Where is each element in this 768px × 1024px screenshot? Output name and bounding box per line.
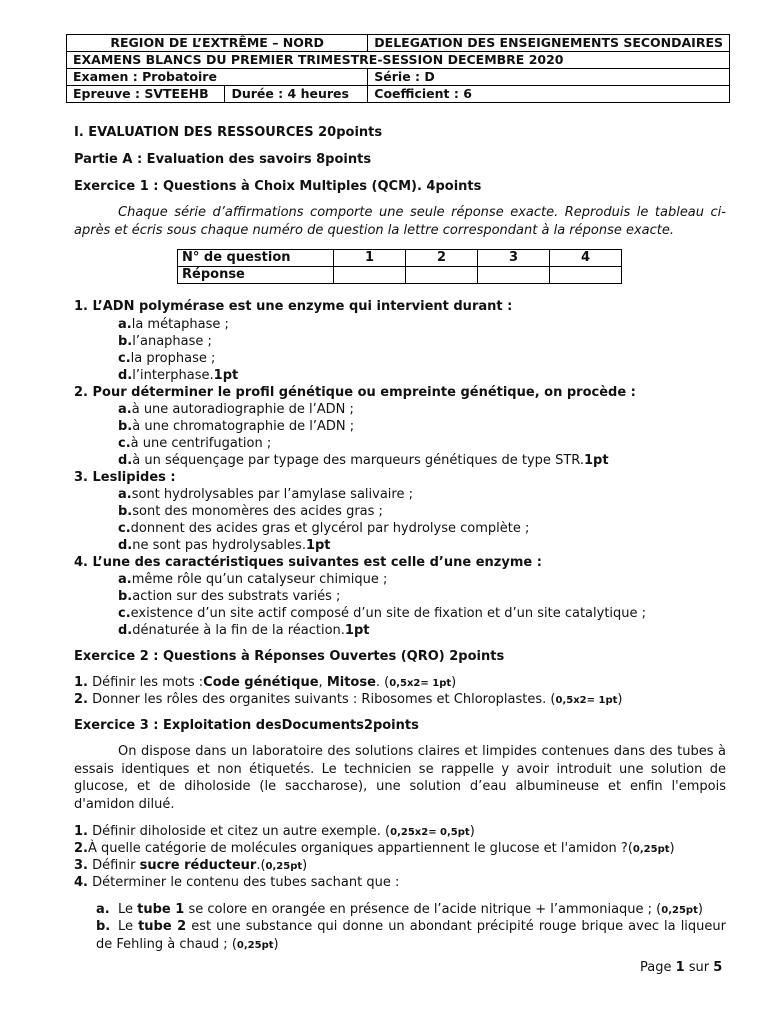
- section-title: I. EVALUATION DES RESSOURCES 20points: [74, 125, 383, 140]
- points-label: 1pt: [213, 368, 239, 383]
- option-1b: b.l’anaphase ;: [118, 334, 212, 349]
- option-1d: d.l’interphase.1pt: [118, 368, 239, 383]
- option-2d: d.à un séquençage par typage des marqueurs génétiques de type STR.1pt: [118, 453, 609, 468]
- option-4b: b.action sur des substrats variés ;: [118, 589, 341, 604]
- question-3: 3. Leslipides :: [74, 470, 176, 485]
- page-total: 5: [713, 960, 723, 975]
- page-footer: Page 1 sur 5: [640, 960, 723, 975]
- points-label: 1pt: [583, 453, 609, 468]
- exercise1-title: Exercice 1 : Questions à Choix Multiples (QCM). 4points: [74, 179, 482, 194]
- option-2b: b.à une chromatographie de l’ADN ;: [118, 419, 355, 434]
- delegation-cell: DELEGATION DES ENSEIGNEMENTS SECONDAIRES: [368, 35, 730, 52]
- exercise3-question-3: 3. Définir sucre réducteur.(0,25pt): [74, 858, 308, 873]
- exams-title-cell: EXAMENS BLANCS DU PREMIER TRIMESTRE-SESSION DECEMBRE 2020: [67, 52, 730, 69]
- option-1a: a.la métaphase ;: [118, 317, 229, 332]
- region-cell: REGION DE L’EXTRÊME – NORD: [67, 35, 368, 52]
- question-number: 4: [550, 250, 622, 267]
- answer-cell: [478, 267, 550, 284]
- option-1c: c.la prophase ;: [118, 351, 216, 366]
- duree-cell: Durée : 4 heures: [225, 86, 368, 103]
- question-number: 1: [334, 250, 406, 267]
- option-4a: a.même rôle qu’un catalyseur chimique ;: [118, 572, 388, 587]
- question-number: 3: [478, 250, 550, 267]
- option-2c: c.à une centrifugation ;: [118, 436, 272, 451]
- exercise3-intro: On dispose dans un laboratoire des solutions claires et limpides contenues dans des tubes à essais identiques et non étiquetés. Le technicien se rappelle y avoir introduit une solution de glucose, et de diholoside (le saccharose), une solution d’eau albumineuse et enfin l'empois d'amidon dilué.: [74, 744, 726, 812]
- points-label: 1pt: [344, 623, 370, 638]
- partie-a-title: Partie A : Evaluation des savoirs 8points: [74, 152, 372, 167]
- option-3c: c.donnent des acides gras et glycérol par hydrolyse complète ;: [118, 521, 530, 536]
- exercise3-question-4: 4. Déterminer le contenu des tubes sachant que :: [74, 875, 400, 890]
- question-number-header: N° de question: [178, 250, 334, 267]
- exercise2-question-1: 1. Définir les mots :Code génétique, Mitose. (0,5x2= 1pt): [74, 675, 457, 690]
- option-4d: d.dénaturée à la fin de la réaction.1pt: [118, 623, 370, 638]
- exam-header-table: [66, 34, 730, 103]
- exercise3-question-2: 2.À quelle catégorie de molécules organiques appartiennent le glucose et l'amidon ?(0,25pt): [74, 841, 675, 856]
- exercise2-title: Exercice 2 : Questions à Réponses Ouvertes (QRO) 2points: [74, 649, 505, 664]
- option-3a: a.sont hydrolysables par l’amylase salivaire ;: [118, 487, 413, 502]
- option-3d: d.ne sont pas hydrolysables.1pt: [118, 538, 331, 553]
- exercise3-question-1: 1. Définir diholoside et citez un autre exemple. (0,25x2= 0,5pt): [74, 824, 475, 839]
- question-1: 1. L’ADN polymérase est une enzyme qui intervient durant :: [74, 299, 513, 314]
- answer-cell: [406, 267, 478, 284]
- answer-row-header: Réponse: [178, 267, 334, 284]
- question-2: 2. Pour déterminer le profil génétique ou empreinte génétique, on procède :: [74, 385, 636, 400]
- exercise3-title: Exercice 3 : Exploitation desDocuments2points: [74, 718, 419, 733]
- exercise2-question-2: 2. Donner les rôles des organites suivants : Ribosomes et Chloroplastes. (0,5x2= 1pt): [74, 692, 623, 707]
- coefficient-cell: Coefficient : 6: [368, 86, 730, 103]
- points-label: 1pt: [305, 538, 331, 553]
- exercise3-sub-a: a. Le tube 1 se colore en orangée en présence de l’acide nitrique + l’ammoniaque ; (0,25pt): [96, 902, 703, 917]
- page-number: 1: [675, 960, 685, 975]
- examen-cell: Examen : Probatoire: [67, 69, 368, 86]
- answer-cell: [334, 267, 406, 284]
- question-4: 4. L’une des caractéristiques suivantes est celle d’une enzyme :: [74, 555, 542, 570]
- option-2a: a.à une autoradiographie de l’ADN ;: [118, 402, 354, 417]
- option-3b: b.sont des monomères des acides gras ;: [118, 504, 383, 519]
- epreuve-cell: Epreuve : SVTEEHB: [67, 86, 225, 103]
- answer-grid-table: [177, 249, 622, 284]
- exercise1-instruction: Chaque série d’affirmations comporte une seule réponse exacte. Reproduis le tableau ci-après et écris sous chaque numéro de question la lettre correspondant à la réponse exacte.: [74, 205, 726, 238]
- answer-cell: [550, 267, 622, 284]
- serie-cell: Série : D: [368, 69, 730, 86]
- exercise3-sub-b: b. Le tube 2 est une substance qui donne un abondant précipité rouge brique avec la liqueur de Fehling à chaud ; (0,25pt): [96, 919, 726, 952]
- option-4c: c.existence d’un site actif composé d’un site de fixation et d’un site catalytique ;: [118, 606, 647, 621]
- question-number: 2: [406, 250, 478, 267]
